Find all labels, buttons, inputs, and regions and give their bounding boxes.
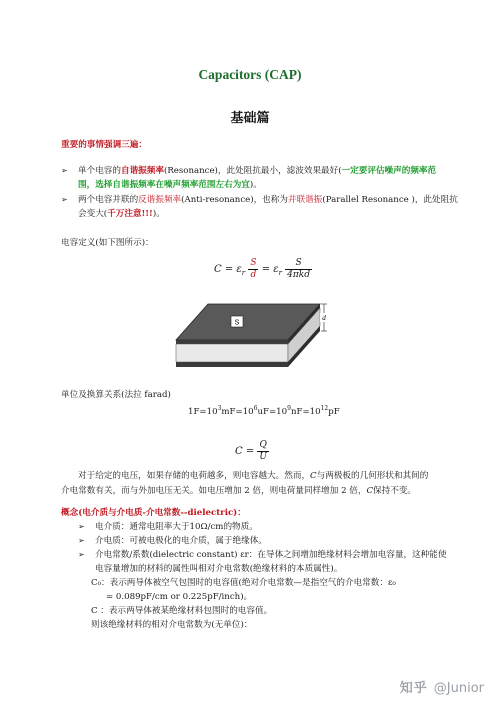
units-conversion: $1F=10^3mF=10^6uF=10^9nF=10^{12}pF$ bbox=[188, 405, 340, 417]
units-intro: 单位及换算关系(法拉 farad) bbox=[61, 390, 171, 400]
bullet-arrow-icon: ➢ bbox=[78, 522, 85, 531]
area-label: S bbox=[234, 319, 240, 327]
bullet-1-line-1: 单个电容的自谐振频率(Resonance)，此处阻抗最小，滤波效果最好(一定要评估噪声的频率范 bbox=[78, 166, 437, 176]
concept-dielectric: 电介质：通常电阻率大于10Ω/cm的物质。 bbox=[95, 522, 258, 532]
bullet-arrow-icon: ➢ bbox=[61, 195, 68, 204]
capacitance-formula: $C = \varepsilon_r$ $\frac{S}{d}$ = $\varepsilon_r$ $\frac{S}{\text{4πkd}}$ bbox=[214, 258, 311, 280]
bullet-arrow-icon: ➢ bbox=[78, 550, 85, 559]
zhihu-logo-icon: 知乎 bbox=[399, 681, 428, 696]
c0-definition-line-1: C₀：表示两导体被空气包围时的电容值(绝对介电常数—是指空气的介电常数：ε₀ bbox=[91, 578, 396, 588]
emphasis-heading: 重要的事情强调三遍： bbox=[61, 140, 147, 150]
concept-dielectric-constant-line-1: 介电常数/系数(dielectric constant) εr：在导体之间增加绝缘材料会增加电容量，这种能使 bbox=[95, 550, 447, 560]
watermark-handle: @Junior bbox=[433, 681, 484, 696]
bullet-2-line-1: 两个电容并联的反谐振频率(Anti-resonance)，也称为并联谐振(Parallel Resonance )，此处阻抗 bbox=[78, 195, 458, 205]
concept-dielectric-medium: 介电质：可被电极化的电介质，属于绝缘体。 bbox=[95, 536, 267, 546]
paragraph-line-2: 介电常数有关，而与外加电压无关。如电压增加 2 倍，则电荷量同样增加 2 倍，C保持不变。 bbox=[61, 486, 417, 496]
c0-definition-line-2: = 0.089pF/cm or 0.225pF/inch)。 bbox=[106, 592, 253, 602]
concept-heading: 概念(电介质与介电质-介电常数--dielectric)： bbox=[61, 508, 246, 518]
section-subtitle: 基础篇 bbox=[230, 111, 270, 126]
watermark bbox=[400, 677, 484, 696]
document-title: Capacitors (CAP) bbox=[198, 67, 302, 82]
bullet-arrow-icon: ➢ bbox=[78, 536, 85, 545]
bullet-2-line-2: 会变大(千万注意!!!)。 bbox=[78, 209, 165, 219]
bullet-1-line-2: 围，选择自谐振频率在噪声频率范围左右为宜)。 bbox=[78, 180, 262, 190]
capacitor-plate-diagram bbox=[170, 298, 330, 378]
paragraph-line-1: 对于给定的电压，如果存储的电荷越多，则电容越大。然而，C与两极板的几何形状和其间的 bbox=[78, 471, 429, 481]
c-definition: C ：表示两导体被某绝缘材料包围时的电容值。 bbox=[91, 606, 273, 616]
distance-label: d bbox=[322, 314, 326, 322]
bullet-arrow-icon: ➢ bbox=[61, 166, 68, 175]
charge-voltage-formula: C = $\frac{Q}{U}$ bbox=[235, 440, 267, 462]
concept-dielectric-constant-line-2: 电容量增加的材料的属性叫相对介电常数(绝缘材料的本质属性)。 bbox=[95, 564, 343, 574]
relative-permittivity-intro: 则该绝缘材料的相对介电常数为(无单位)： bbox=[91, 620, 253, 630]
definition-intro: 电容定义(如下图所示)： bbox=[61, 238, 154, 248]
